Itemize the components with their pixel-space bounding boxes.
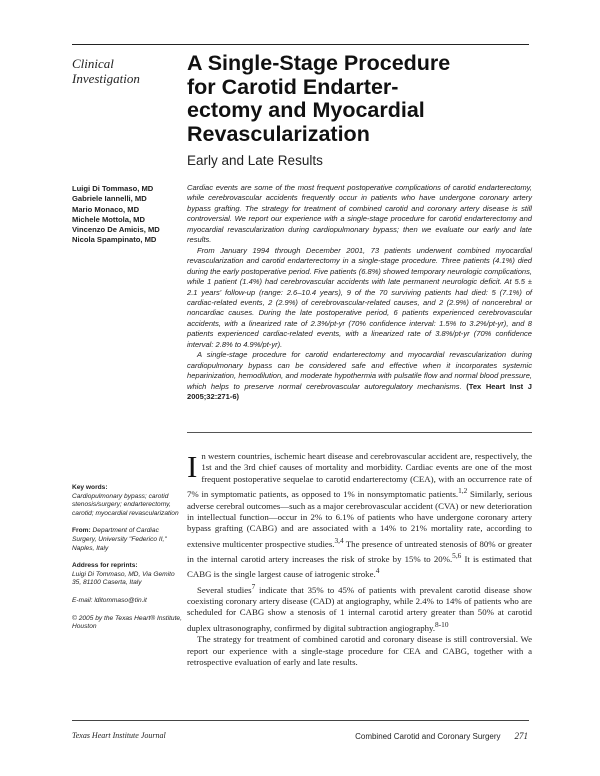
running-title: Combined Carotid and Coronary Surgery	[355, 732, 501, 741]
reference-superscript: 4	[375, 566, 380, 576]
author-name: Vincenzo De Amicis, MD	[72, 225, 160, 235]
keywords-text: Cardiopulmonary bypass; carotid stenosis/surgery; endarterectomy, carotid; myocardial revascularization	[72, 492, 179, 517]
reprints-block	[72, 562, 182, 588]
reprints-label: Address for reprints:	[72, 562, 138, 570]
body-text-span: indicate that 35% to 45% of patients with prevalent carotid disease show coexisting coronary artery disease (CAD) at angiography, while 2.4% to 14% of patients who are scheduled for CABG show a stenosis of 1 internal carotid artery greater than 50% at carotid duplex ultrasonography, confirmed by digital subtraction angiography.	[187, 584, 532, 633]
affiliation-label: From:	[72, 527, 91, 535]
page-number: 271	[514, 731, 528, 741]
footer-rule	[72, 720, 529, 721]
body-text-span: Several studies	[197, 584, 252, 595]
email-address[interactable]: E-mail: lditommaso@tin.it	[72, 596, 147, 604]
body-text-span: n western countries, ischemic heart disease and cerebrovascular accident are, respectively, the 1st and the 3rd chief causes of mortality and morbidity. Cardiac events are one of the most frequent postoperative sequelae to carotid endarterectomy (CEA), with an occurrence rate of 7% in symptomatic patients, as opposed to 1% in nonsymptomatic patients.	[187, 451, 532, 500]
abstract-paragraph-3-text: A single-stage procedure for carotid endarterectomy and myocardial revascularization during cardiopulmonary bypass can be considered safe and effective when it incorporates systemic heparinization, hemodilution, and moderate hypothermia with pulsatile flow and normal blood pressure, which helps to preserve normal cerebrovascular autoregulatory mechanisms.	[187, 350, 532, 391]
body-paragraph-1	[187, 451, 532, 581]
body-paragraph-3: The strategy for treatment of combined carotid and coronary disease is still controversial. We report our experience with a single-stage procedure for CEA and CABG, together with a retrospective evaluation of early and late results.	[187, 634, 532, 668]
article-subtitle: Early and Late Results	[187, 153, 323, 168]
author-name: Nicola Spampinato, MD	[72, 235, 157, 245]
reference-superscript: 5,6	[452, 551, 462, 561]
running-footer	[355, 731, 528, 741]
abstract-paragraph-2: From January 1994 through December 2001, 73 patients underwent combined myocardial revascularization and carotid endarterectomy in a single-stage procedure. Three patients (4.1%) died during the early postoperative period. Five patients (6.8%) showed temporary neurologic complications, while 1 patient (1.4%) had cerebrovascular accidents with late permanent neurologic deficit. At 5.5 ± 2.1 years' follow-up (range: 2.6–10.4 years), 9 of the 70 surviving patients had died: 5 (7.1%) of cardiac-related events, 2 (2.9%) of cerebrovascular-related causes, and 2 (2.9%) of noncerebral or noncardiac causes. During the late postoperative period, 6 patients experienced cerebrovascular accidents, with a linearized rate of 2.3%/pt-yr (70% confidence interval: 1.5% to 3.2%/pt-yr), and 8 patients experienced cardiac-related events, with a linearized rate of 3.8%/pt-yr (70% confidence interval: 2.8% to 4.9%/pt-yr).	[187, 245, 532, 349]
section-label-line-1: Clinical	[72, 56, 114, 71]
author-list	[72, 184, 180, 246]
title-line-1: A Single-Stage Procedure	[187, 51, 451, 75]
journal-name: Texas Heart Institute Journal	[72, 731, 166, 740]
body-paragraph-2	[187, 581, 532, 634]
author-name: Gabriele Iannelli, MD	[72, 194, 147, 204]
section-label-line-2: Investigation	[72, 71, 140, 86]
article-title	[187, 52, 532, 146]
abstract-divider	[187, 432, 532, 433]
title-line-3: ectomy and Myocardial	[187, 98, 425, 122]
reference-superscript: 1,2	[458, 486, 468, 496]
affiliation-text: Department of Cardiac Surgery, University "Federico II," Naples, Italy	[72, 527, 167, 552]
journal-citation: (Tex Heart Inst J 2005;32:271-6)	[187, 381, 532, 402]
reprints-address: Luigi Di Tommaso, MD, Via Gemito 35, 81100 Caserta, Italy	[72, 570, 175, 587]
keywords-block	[72, 484, 182, 518]
keywords-label: Key words:	[72, 484, 108, 491]
title-line-2: for Carotid Endarter-	[187, 74, 399, 99]
reference-superscript: 3,4	[334, 535, 344, 545]
body-text-span: Similarly, serious adverse cerebral outcomes—such as a major cerebrovascular accident (CVA) or new deterioration in intellectual function—occur in 2% to 6.1% of patients who have undergone coronary artery bypass grafting (CABG) and are associated with a 14% to 21% mortality rate, according to extensive multicenter prospective studies.	[187, 489, 532, 549]
email-block	[72, 597, 182, 606]
sidebar-notes	[72, 484, 182, 641]
drop-cap: I	[187, 449, 198, 484]
author-name: Luigi Di Tommaso, MD	[72, 184, 154, 193]
reference-superscript: 8-10	[435, 619, 449, 629]
body-text-span: It is estimated that CABG is the single largest cause of iatrogenic stroke.	[187, 554, 532, 580]
copyright-text: © 2005 by the Texas Heart® Institute, Houston	[72, 614, 182, 631]
affiliation-block	[72, 527, 182, 553]
author-name: Mario Monaco, MD	[72, 204, 140, 214]
abstract	[187, 183, 532, 403]
section-label	[72, 56, 172, 86]
body-text-span: The presence of untreated stenosis of 80% or greater in the internal carotid artery increases the risk of stroke by 15% to 20%.	[187, 538, 533, 565]
copyright-block	[72, 615, 182, 632]
author-name: Michele Mottola, MD	[72, 214, 145, 224]
title-line-4: Revascularization	[187, 121, 370, 146]
article-body	[187, 451, 532, 668]
top-rule	[72, 44, 529, 45]
abstract-paragraph-1: Cardiac events are some of the most frequent postoperative complications of carotid endarterectomy, while cerebrovascular accidents frequently occur in patients who have undergone coronary artery bypass grafting. The strategy for treatment of combined carotid and coronary artery disease is still controversial. We report our experience with a single-stage procedure for carotid endarterectomy and myocardial revascularization during cardiopulmonary bypass; then we evaluate our early and late results.	[187, 183, 532, 245]
reference-superscript: 7	[251, 581, 256, 591]
abstract-paragraph-3	[187, 350, 532, 402]
